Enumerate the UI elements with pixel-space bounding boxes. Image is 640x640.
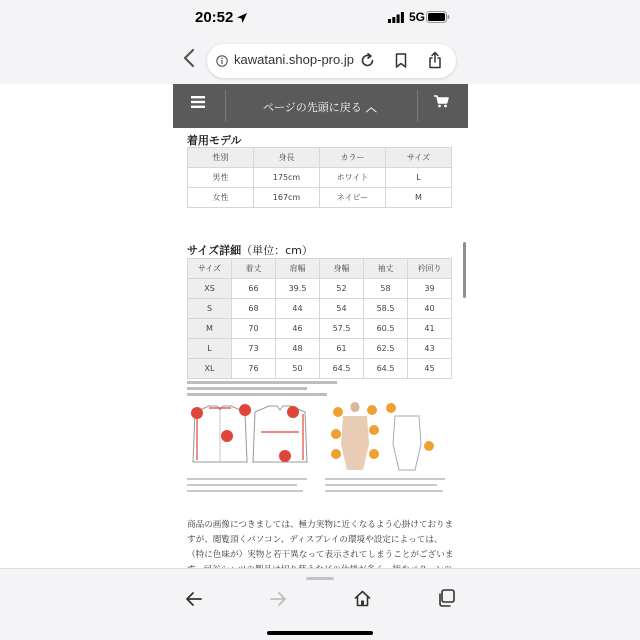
table-cell: L: [188, 339, 232, 359]
table-cell: 39: [408, 279, 452, 299]
table-cell: XL: [188, 359, 232, 379]
table-cell: 68: [232, 299, 276, 319]
table-header-cell: 衿回り: [408, 259, 452, 279]
status-time: 20:52: [195, 9, 234, 26]
scroll-indicator[interactable]: [463, 242, 466, 298]
table-header-cell: 身長: [254, 148, 320, 168]
back-to-top-label: ページの先頭に戻る: [263, 101, 362, 114]
guide-legend-line: [187, 484, 297, 486]
table-header-row: [188, 259, 452, 279]
table-cell: 76: [232, 359, 276, 379]
table-header-cell: サイズ: [188, 259, 232, 279]
table-row: [188, 279, 452, 299]
header-divider: [225, 90, 226, 122]
table-cell: 73: [232, 339, 276, 359]
model-section-title: 着用モデル: [187, 134, 242, 147]
guide-legend-line: [325, 478, 445, 480]
table-cell: 167cm: [254, 188, 320, 208]
table-cell: ホワイト: [320, 168, 386, 188]
description-line: （特に色味が）実物と若干異なって表示されてしまうことがございま: [187, 550, 454, 560]
size-table: [187, 258, 452, 379]
table-cell: 男性: [188, 168, 254, 188]
table-header-cell: 身幅: [320, 259, 364, 279]
table-cell: 54: [320, 299, 364, 319]
back-chevron-icon[interactable]: [182, 48, 196, 68]
table-cell: 64.5: [320, 359, 364, 379]
table-row: [188, 188, 452, 208]
table-row: [188, 339, 452, 359]
back-to-top-link[interactable]: [263, 99, 377, 115]
size-section-title: [187, 242, 313, 258]
guide-legend-line: [325, 490, 443, 492]
table-cell: 61: [320, 339, 364, 359]
table-row: [188, 319, 452, 339]
table-cell: XS: [188, 279, 232, 299]
table-row: [188, 168, 452, 188]
header-divider: [417, 90, 418, 122]
table-cell: ネイビー: [320, 188, 386, 208]
table-header-row: [188, 148, 452, 168]
table-cell: 41: [408, 319, 452, 339]
table-cell: 48: [276, 339, 320, 359]
signal-bars-icon: [388, 12, 404, 23]
table-row: [188, 299, 452, 319]
browser-toolbar: [0, 568, 640, 640]
table-cell: 40: [408, 299, 452, 319]
table-header-cell: 着丈: [232, 259, 276, 279]
address-bar[interactable]: [207, 44, 456, 78]
share-icon[interactable]: [428, 51, 442, 69]
nav-back-icon[interactable]: [185, 591, 203, 607]
battery-icon: [426, 11, 450, 23]
menu-icon[interactable]: [191, 96, 205, 108]
site-header: [173, 84, 468, 128]
table-cell: 女性: [188, 188, 254, 208]
caret-up-icon: ︿: [365, 101, 377, 114]
browser-address-area: [0, 40, 640, 84]
table-row: [188, 359, 452, 379]
table-cell: 175cm: [254, 168, 320, 188]
table-cell: 64.5: [364, 359, 408, 379]
table-cell: 50: [276, 359, 320, 379]
tabs-icon[interactable]: [437, 589, 455, 607]
bookmark-icon[interactable]: [395, 53, 407, 68]
guide-note-line: [187, 381, 337, 384]
table-cell: 57.5: [320, 319, 364, 339]
shirt-diagram: [189, 402, 311, 468]
size-section-label: サイズ詳細: [187, 244, 242, 257]
model-table: [187, 147, 452, 208]
network-label: 5G: [409, 10, 426, 24]
table-cell: 39.5: [276, 279, 320, 299]
table-header-cell: 袖丈: [364, 259, 408, 279]
home-indicator: [267, 631, 373, 635]
table-cell: 58.5: [364, 299, 408, 319]
url-text[interactable]: kawatani.shop-pro.jp: [234, 52, 354, 67]
status-bar: [0, 0, 640, 40]
guide-legend-line: [187, 478, 307, 480]
table-cell: 66: [232, 279, 276, 299]
description-line: すが、閲覧頂くパソコン、ディスプレイの環境や設定によっては、: [187, 535, 443, 545]
page-content: [173, 128, 468, 568]
cart-icon[interactable]: [434, 95, 449, 108]
table-cell: 45: [408, 359, 452, 379]
reload-icon[interactable]: [360, 53, 375, 68]
table-cell: 60.5: [364, 319, 408, 339]
guide-note-line: [187, 387, 307, 390]
size-section-unit: （単位：cm）: [241, 244, 313, 257]
table-cell: 44: [276, 299, 320, 319]
table-header-cell: 性別: [188, 148, 254, 168]
nav-forward-icon[interactable]: [269, 591, 287, 607]
table-header-cell: カラー: [320, 148, 386, 168]
table-cell: 70: [232, 319, 276, 339]
home-icon[interactable]: [354, 590, 371, 607]
table-cell: 58: [364, 279, 408, 299]
size-guide-image: [187, 380, 452, 498]
description-line: 商品の画像につきましては、極力実物に近くなるよう心掛けておりま: [187, 520, 454, 530]
toolbar-handle[interactable]: [306, 577, 334, 580]
table-cell: 46: [276, 319, 320, 339]
guide-legend-line: [325, 484, 437, 486]
table-cell: 62.5: [364, 339, 408, 359]
table-cell: S: [188, 299, 232, 319]
table-header-cell: サイズ: [386, 148, 452, 168]
location-arrow-icon: [236, 12, 248, 24]
table-cell: 52: [320, 279, 364, 299]
table-cell: M: [188, 319, 232, 339]
info-icon[interactable]: [216, 55, 228, 67]
table-cell: L: [386, 168, 452, 188]
table-cell: 43: [408, 339, 452, 359]
guide-legend-line: [187, 490, 303, 492]
table-cell: M: [386, 188, 452, 208]
table-header-cell: 肩幅: [276, 259, 320, 279]
body-measurement-diagram: [333, 400, 451, 472]
guide-note-line: [187, 393, 327, 396]
